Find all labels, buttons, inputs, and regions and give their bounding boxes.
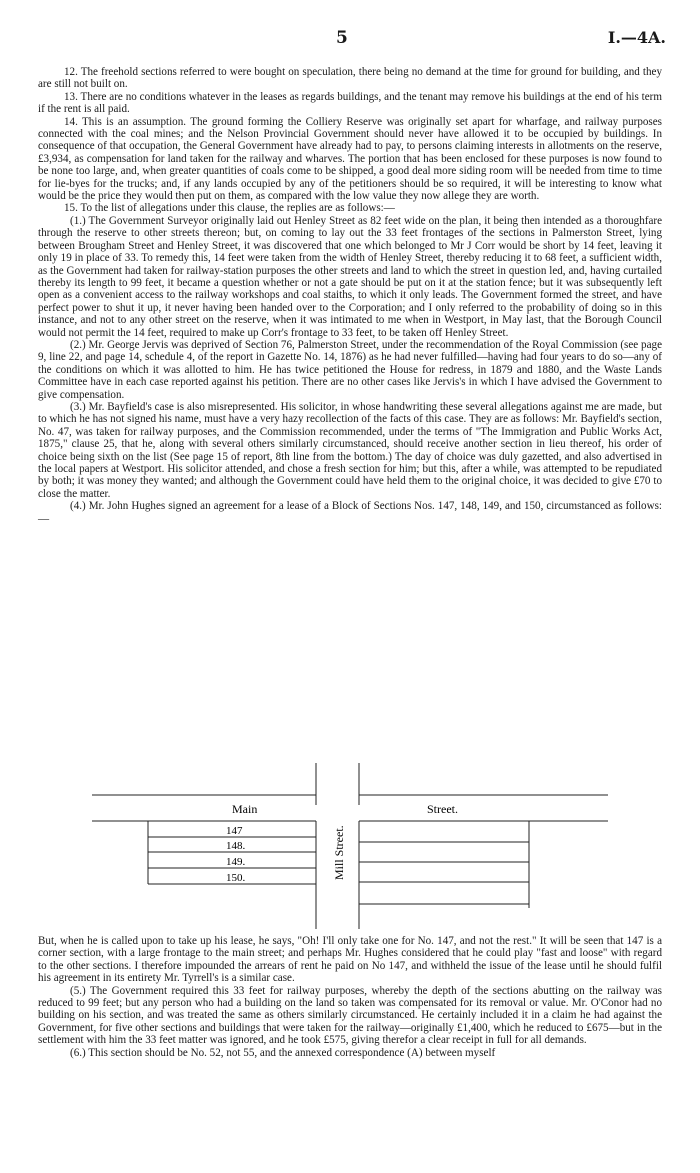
page-number: 5 bbox=[336, 28, 348, 48]
paragraph-13: 13. There are no conditions whatever in the leases as regards buildings, and the tenant may remove his buildings at the end of his term if the rent is all paid. bbox=[38, 90, 662, 116]
body-text-upper bbox=[38, 66, 662, 525]
paragraph-15: 15. To the list of allegations under this clause, the replies are as follows:— bbox=[64, 202, 395, 215]
paragraph-15-6: (6.) This section should be No. 52, not 55, and the annexed correspondence (A) between myself bbox=[70, 1046, 496, 1059]
page-header bbox=[0, 28, 700, 52]
section-148-label: 148. bbox=[226, 840, 246, 852]
paragraph-14: 14. This is an assumption. The ground forming the Colliery Reserve was originally set apart for wharfage, and railway purposes connected with the coal mines; and the Nelson Provincial Government should never have allowed it to be occupied by buildings. In consequence of that occupation, the General Government have already had to pay, to persons claiming interests in allotments on the reserve, £3,934, as compensation for land taken for the railway and wharves. The portion that has been enclosed for these purposes is now found to be none too large, and, when greater quantities of coals come to be shipped, a good deal more siding room will be needed from time to time for lie-byes for the trucks; and, if any lands occupied by any of the petitioners should be so required, it will be interesting to know what would be the price they would then put on them, as compared with the low value they now allege they are worth. bbox=[38, 115, 662, 203]
paragraph-12: 12. The freehold sections referred to were bought on speculation, there being no demand at the time for ground for building, and they are still not built on. bbox=[38, 66, 662, 91]
paragraph-15-4-continued: But, when he is called upon to take up his lease, he says, "Oh! I'll only take one for No. 147, and not the rest." It will be seen that 147 is a corner section, with a large frontage to the main street; and perhaps Mr. Hughes considered that he could play "fast and loose" with regard to the other sections. I therefore impounded the arrears of rent he paid on No 147, and withheld the issue of the lease until he should fulfil his agreement in its entirety Mr. Tyrrell's is a similar case. bbox=[38, 935, 662, 985]
paragraph-15-4: (4.) Mr. John Hughes signed an agreement for a lease of a Block of Sections Nos. 147, 148, 149, and 150, circumstanced as follows:— bbox=[38, 500, 662, 525]
paragraph-15-3: (3.) Mr. Bayfield's case is also misrepresented. His solicitor, in whose handwriting these several allegations against me are made, but to which he has not signed his name, must have a very hazy recollection of the facts of this case. They are as follows: Mr. Bayfield's section, No. 47, was taken for railway purposes, and the Commission recommended, under the terms of "The Immigration and Public Works Act, 1875," clause 25, that he, along with several others similarly circumstanced, should receive another section in lieu thereof, his order of choice being sixth on the list (See page 15 of report, 8th line from the bottom.) The day of choice was duly gazetted, and also advertised in the local papers at Westport. His solicitor attended, and chose a fresh section for him; but this, after a while, was attempted to be repudiated by both; it was money they wanted; and although the Government could have held them to the original choice, it was decided to give £70 to close the matter. bbox=[38, 400, 662, 500]
section-149-label: 149. bbox=[226, 856, 246, 868]
section-147-label: 147 bbox=[226, 825, 243, 837]
paragraph-15-1: (1.) The Government Surveyor originally laid out Henley Street as 82 feet wide on the plan, it being then intended as a thoroughfare through the reserve to other streets thereon; but, on coming to lay out the 33 feet frontages of the sections in Palmerston Street, lying between Brougham Street and Henley Street, it was discovered that one which belonged to Mr J Corr would be short by 14 feet, leaving it only 19 in place of 33. To remedy this, 14 feet were taken from the width of Henley Street, thereby reducing it to 68 feet, a sufficient width, as the Government had taken for railway-station purposes the other streets and land to which the street in question led, and, having curtailed thereby its length to 99 feet, it became a question whether or not a gate should be put on it at the station fence; but it was subsequently left open as a convenient access to the railway workshops and coal staiths, to which it only leads. The Government formed the street, and have perfect power to shut it up, it never having been handed over to the Corporation; and I only referred to the probability of doing so in this instance, and not to any other street on the reserve, when it was intimated to me when in Westport, in May last, that the Borough Council would not permit the 14 feet, required to make up Corr's frontage to 33 feet, to be taken off Henley Street. bbox=[38, 214, 662, 339]
street-label-street: Street. bbox=[427, 802, 458, 816]
paragraph-15-2: (2.) Mr. George Jervis was deprived of Section 76, Palmerston Street, under the recommendation of the Royal Commission (see page 9, line 22, and page 14, schedule 4, of the report in Gazette No. 14, 1876) as he had never fulfilled—having had four years to do so—any of the conditions on which it was allotted to him. He has twice petitioned the House for redress, in 1879 and 1880, and the Waste Lands Committee have in each case reported against his petition. There are no other cases like Jervis's in which I have advised the Government to give compensation. bbox=[38, 338, 662, 401]
paragraph-15-5: (5.) The Government required this 33 feet for railway purposes, whereby the depth of the sections abutting on the railway was reduced to 99 feet; but any person who had a building on the land so taken was compensated for its removal or value. Mr. O'Conor had no building on his section, and was treated the same as others similarly circumstanced. He certainly included it in a claim he had against the Government, for five other sections and buildings that were taken for the railway—originally £1,400, which he reduced to £675—but in the settlement with him the 33 feet matter was ignored, and he took £575, giving therefor a clear receipt in full for all demands. bbox=[38, 984, 662, 1047]
cross-street-label: Mill Street. bbox=[332, 825, 346, 880]
document-reference: I.—4A. bbox=[607, 28, 666, 47]
street-label-main: Main bbox=[232, 802, 258, 816]
section-150-label: 150. bbox=[226, 872, 246, 884]
body-text-lower bbox=[38, 935, 662, 1059]
